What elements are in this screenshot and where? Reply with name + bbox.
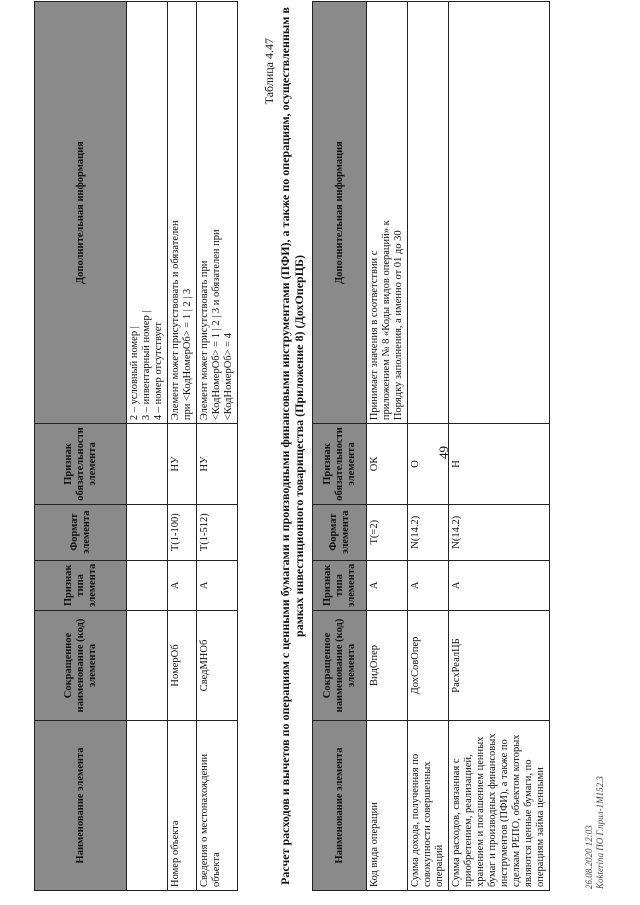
table-row bbox=[367, 2, 408, 891]
table-row bbox=[127, 2, 168, 891]
cell-short-code: РасхРеалЦБ bbox=[449, 611, 550, 721]
header-name: Наименование элемента bbox=[313, 721, 367, 891]
cell-format: N(14.2) bbox=[408, 504, 449, 560]
cell-info bbox=[408, 2, 449, 424]
info-line: Элемент может присутствовать при bbox=[199, 260, 210, 421]
info-line: при <КодНомерОб> = 1 | 2 | 3 bbox=[182, 288, 193, 421]
cell-required: НУ bbox=[168, 424, 197, 505]
info-line: <КодНомерОб> = 1 | 2 | 3 и обязателен при bbox=[211, 229, 222, 421]
header-info: Дополнительная информация bbox=[35, 2, 127, 424]
header-info: Дополнительная информация bbox=[313, 2, 367, 424]
footer-line: 26.08.2020 12:03 bbox=[584, 825, 594, 889]
header-format: Формат элемента bbox=[35, 504, 127, 560]
table-header-row bbox=[313, 2, 367, 891]
cell-info bbox=[197, 2, 238, 424]
cell-required: ОК bbox=[367, 424, 408, 505]
cell-format: N(14.2) bbox=[449, 504, 550, 560]
table-body bbox=[127, 2, 238, 891]
header-short: Сокращенное наименование (код) элемента bbox=[313, 611, 367, 721]
cell-name: Номер объекта bbox=[168, 721, 197, 891]
cell-name: Код вида операции bbox=[367, 721, 408, 891]
cell-required: Н bbox=[449, 424, 550, 505]
cell-short-code: ВидОпер bbox=[367, 611, 408, 721]
cell-format: Т(1-512) bbox=[197, 504, 238, 560]
cell-name bbox=[127, 721, 168, 891]
cell-name: Сумма дохода, полученная по совокупности совершенных операций bbox=[408, 721, 449, 891]
header-required: Признак обязательности элемента bbox=[35, 424, 127, 505]
cell-type: А bbox=[367, 560, 408, 610]
header-format: Формат элемента bbox=[313, 504, 367, 560]
cell-type: А bbox=[197, 560, 238, 610]
cell-format bbox=[127, 504, 168, 560]
info-line: 2 – условный номер | bbox=[129, 326, 140, 421]
table-row bbox=[408, 2, 449, 891]
table-row bbox=[197, 2, 238, 891]
footer-line: Kokterina ПО Г.прил-1М152.3 bbox=[595, 776, 605, 889]
cell-name: Сведения о местонахождении объекта bbox=[197, 721, 238, 891]
cell-info bbox=[127, 2, 168, 424]
footer-stamp bbox=[584, 776, 606, 889]
cell-format: Т(=2) bbox=[367, 504, 408, 560]
table-header-row bbox=[35, 2, 127, 891]
table-label: Таблица 4.47 bbox=[262, 38, 276, 105]
header-short: Сокращенное наименование (код) элемента bbox=[35, 611, 127, 721]
table-row bbox=[168, 2, 197, 891]
cell-type: А bbox=[449, 560, 550, 610]
cell-info bbox=[168, 2, 197, 424]
cell-required bbox=[127, 424, 168, 505]
info-line: Порядку заполнения, а именно от 01 до 30 bbox=[393, 230, 404, 421]
table-body bbox=[367, 2, 550, 891]
header-type: Признак типа элемента bbox=[35, 560, 127, 610]
info-line: 3 – инвентарный номер | bbox=[141, 310, 152, 421]
elements-table-bottom bbox=[312, 1, 550, 891]
cell-short-code bbox=[127, 611, 168, 721]
info-line: Принимает значения в соответствии с bbox=[369, 250, 380, 421]
info-line: 4 – номер отсутствует bbox=[153, 322, 164, 421]
page-number: 49 bbox=[436, 446, 451, 459]
cell-short-code: СведМНОб bbox=[197, 611, 238, 721]
cell-type: А bbox=[408, 560, 449, 610]
info-line: приложением № 8 «Коды видов операций» к bbox=[381, 220, 392, 421]
header-name: Наименование элемента bbox=[35, 721, 127, 891]
header-required: Признак обязательности элемента bbox=[313, 424, 367, 505]
cell-type bbox=[127, 560, 168, 610]
cell-short-code: НомерОб bbox=[168, 611, 197, 721]
cell-format: Т(1-100) bbox=[168, 504, 197, 560]
cell-required: НУ bbox=[197, 424, 238, 505]
cell-name: Сумма расходов, связанная с приобретением, реализацией, хранением и погашением ценных бумаг и производных финансовых инструментов (ПФИ), а также по сделкам РЕПО, объектом которых являются ценные бумаги, по операциям займа ценными bbox=[449, 721, 550, 891]
elements-table-top bbox=[34, 1, 238, 891]
info-line: <КодНомерОб> = 4 bbox=[223, 333, 234, 421]
cell-short-code: ДохСовОпер bbox=[408, 611, 449, 721]
table-title: Расчет расходов и вычетов по операциям с ценными бумагами и производными финансовыми инструментами (ПФИ), а также по операциям, осуществленным в рамках инвестиционного товарищества (Приложение 8) (ДохОперЦБ) bbox=[278, 7, 306, 885]
info-line: Элемент может присутствовать и обязателен bbox=[170, 220, 181, 421]
header-type: Признак типа элемента bbox=[313, 560, 367, 610]
cell-type: А bbox=[168, 560, 197, 610]
cell-required: О bbox=[408, 424, 449, 505]
cell-info bbox=[449, 2, 550, 424]
cell-info bbox=[367, 2, 408, 424]
table-row bbox=[449, 2, 550, 891]
